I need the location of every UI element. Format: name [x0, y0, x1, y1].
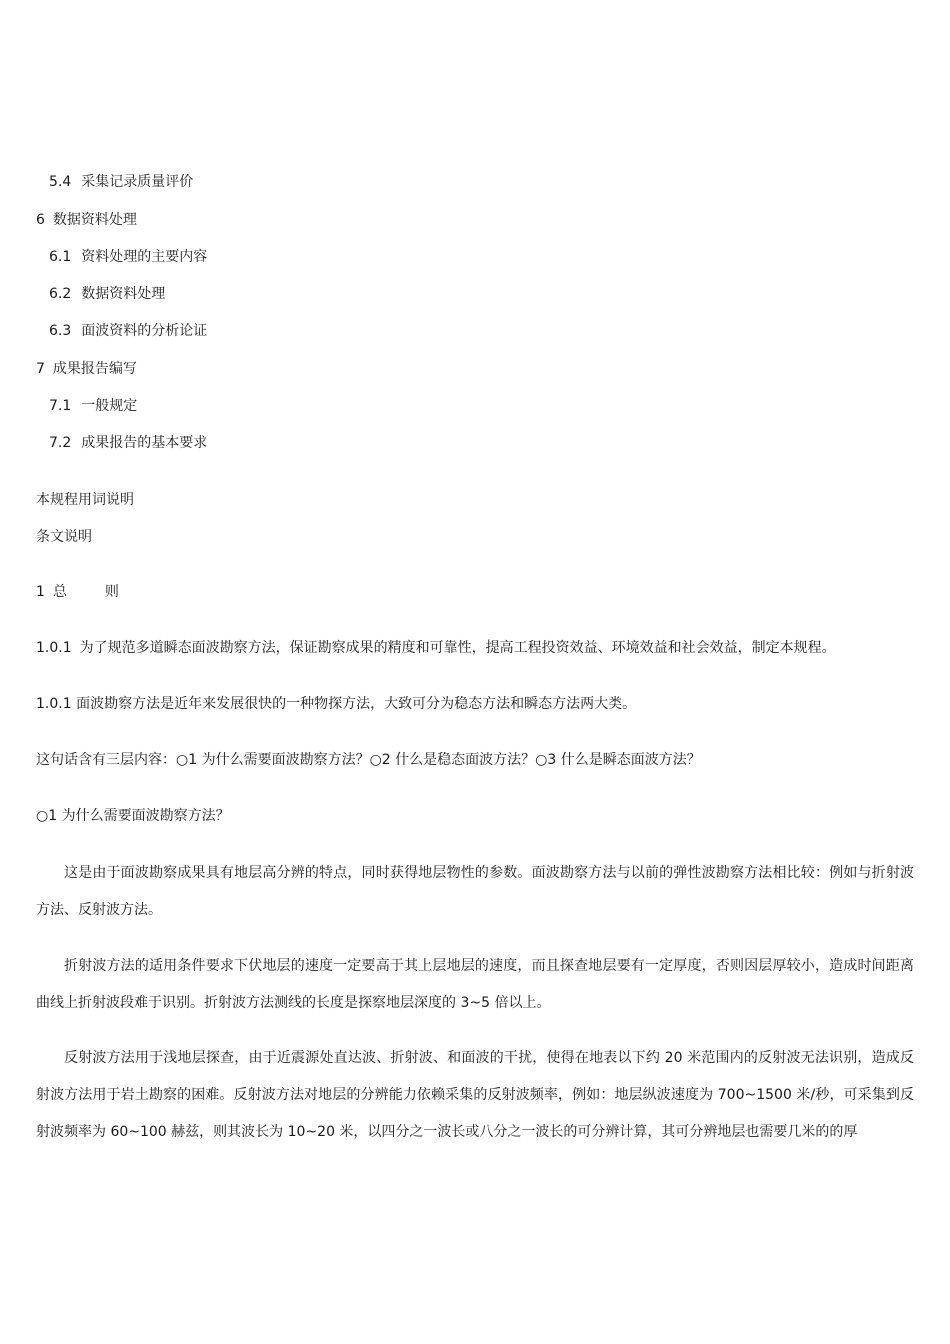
three-layers-text: 这句话含有三层内容：○1 为什么需要面波勘察方法？○2 什么是稳态面波方法？○3 什么是瞬态面波方法？	[36, 752, 701, 768]
toc-number: 7.1	[49, 398, 72, 414]
toc-title: 资料处理的主要内容	[81, 249, 208, 265]
toc-number: 5.4	[49, 174, 72, 190]
toc-title: 数据资料处理	[52, 212, 137, 228]
toc-item-6-1[interactable]	[49, 247, 207, 267]
toc-item-6[interactable]	[36, 210, 137, 230]
toc-number: 6	[36, 212, 45, 228]
toc-title: 条文说明	[36, 529, 92, 545]
toc-item-terms[interactable]	[36, 490, 134, 510]
clause-text: 为了规范多道瞬态面波勘察方法，保证勘察成果的精度和可靠性，提高工程投资效益、环境效益和社会效益，制定本规程。	[79, 640, 836, 656]
clause-1-0-1-b	[36, 694, 636, 714]
toc-title: 采集记录质量评价	[81, 174, 194, 190]
chapter-title-part2: 则	[104, 584, 119, 600]
toc-title: 成果报告编写	[52, 361, 137, 377]
toc-number: 7.2	[49, 435, 72, 451]
clause-1-0-1-a	[36, 638, 836, 658]
paragraph-refraction-method: 折射波方法的适用条件要求下伏地层的速度一定要高于其上层地层的速度，而且探查地层要有一定厚度，否则因层厚较小，造成时间距离曲线上折射波段难于识别。折射波方法测线的长度是探察地层深度的 3~5 倍以上。	[36, 958, 914, 1011]
toc-item-7-2[interactable]	[49, 433, 207, 453]
clause-number: 1.0.1	[36, 696, 72, 712]
clause-text: 面波勘察方法是近年来发展很快的一种物探方法，大致可分为稳态方法和瞬态方法两大类。	[76, 696, 637, 712]
chapter-number: 1	[36, 584, 45, 600]
chapter-title-part1: 总	[52, 584, 67, 600]
toc-title: 一般规定	[81, 398, 138, 414]
toc-number: 6.1	[49, 249, 72, 265]
toc-item-explanation[interactable]	[36, 527, 92, 547]
toc-number: 6.2	[49, 286, 72, 302]
chapter-heading	[36, 582, 119, 602]
clause-number: 1.0.1	[36, 640, 72, 656]
toc-title: 成果报告的基本要求	[81, 435, 208, 451]
toc-title: 本规程用词说明	[36, 492, 134, 508]
toc-item-5-4[interactable]	[49, 172, 193, 192]
toc-title: 面波资料的分析论证	[81, 323, 208, 339]
toc-item-7[interactable]	[36, 359, 137, 379]
paragraph-surface-wave-advantages: 这是由于面波勘察成果具有地层高分辨的特点，同时获得地层物性的参数。面波勘察方法与以前的弹性波勘察方法相比较：例如与折射波方法、反射波方法。	[36, 865, 914, 918]
paragraph-reflection-method: 反射波方法用于浅地层探查，由于近震源处直达波、折射波、和面波的干扰，使得在地表以下约 20 米范围内的反射波无法识别，造成反射波方法用于岩土勘察的困难。反射波方法对地层的分辨能力依赖采集的反射波频率，例如：地层纵波速度为 700~1500 米/秒，可采集到反射波频率为 60~100 赫兹，则其波长为 10~20 米，以四分之一波长或八分之一波长的可分辨计算，其可分辨地层也需要几米的的厚	[36, 1050, 914, 1140]
toc-item-7-1[interactable]	[49, 396, 137, 416]
toc-title: 数据资料处理	[81, 286, 166, 302]
toc-number: 6.3	[49, 323, 72, 339]
toc-item-6-2[interactable]	[49, 284, 165, 304]
toc-item-6-3[interactable]	[49, 321, 207, 341]
question-1-heading: ○1 为什么需要面波勘察方法？	[36, 808, 230, 824]
toc-number: 7	[36, 361, 45, 377]
